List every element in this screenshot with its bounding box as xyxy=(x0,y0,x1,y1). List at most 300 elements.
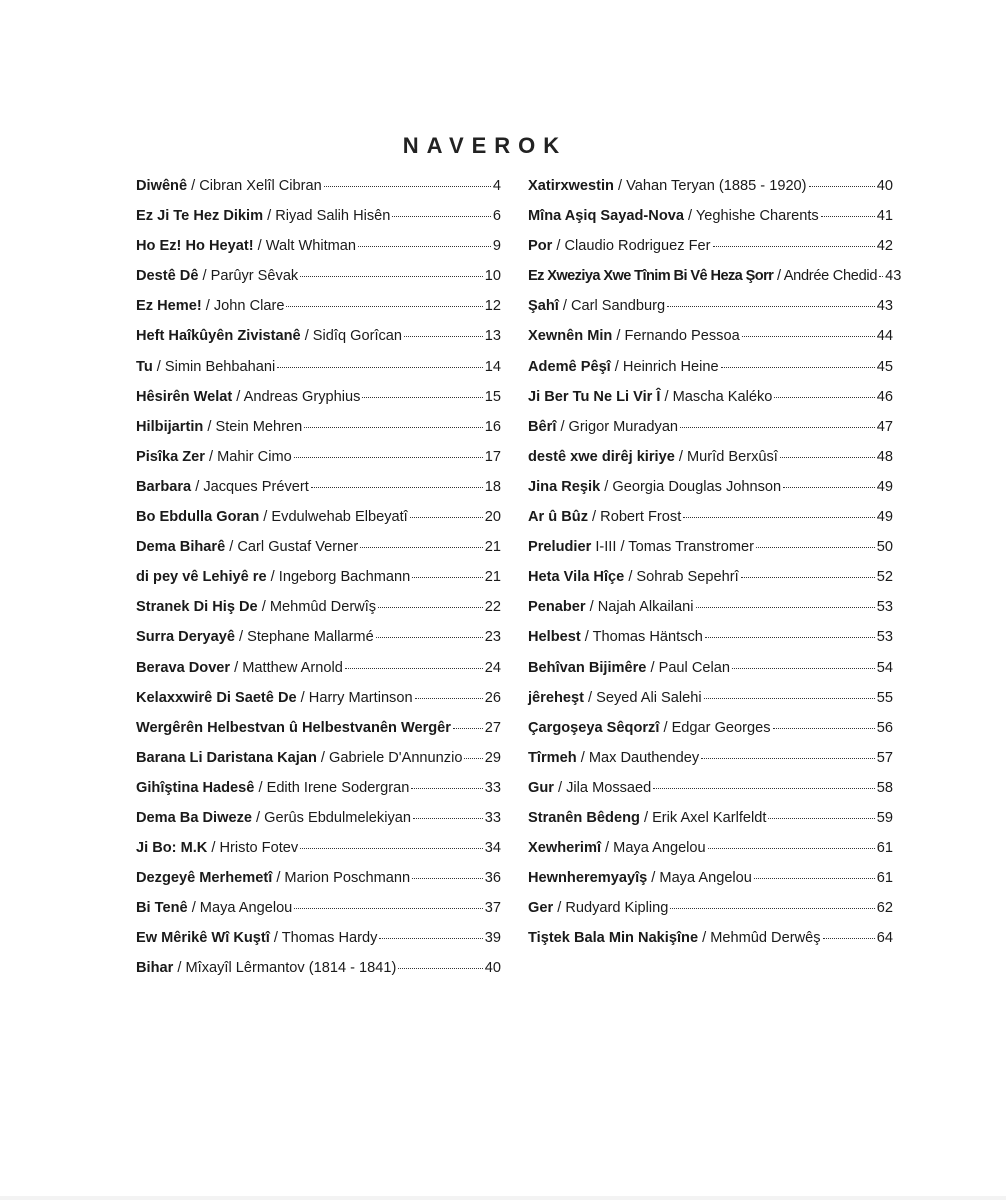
toc-entry-page-number: 18 xyxy=(484,478,501,495)
toc-entry-text xyxy=(528,449,778,465)
toc-entry-title: Ji Ber Tu Ne Li Vir Î xyxy=(528,388,661,405)
dot-leader xyxy=(756,547,875,548)
dot-leader xyxy=(754,878,875,879)
toc-entry xyxy=(528,208,893,238)
dot-leader xyxy=(774,397,874,398)
toc-entry-title: Ez Ji Te Hez Dikim xyxy=(136,208,264,225)
toc-entry-title: di pey vê Lehiyê re xyxy=(136,569,267,586)
toc-entry-text xyxy=(136,870,410,886)
toc-entry-title: Xewnên Min xyxy=(528,328,613,345)
toc-entry-page-number: 47 xyxy=(876,418,893,435)
dot-leader xyxy=(453,728,483,729)
dot-leader xyxy=(411,788,482,789)
toc-entry-page-number: 36 xyxy=(484,870,501,887)
toc-entry-title: Hilbijartin xyxy=(136,418,204,435)
toc-entry-title: Diwênê xyxy=(136,178,188,194)
toc-entry-author: / Carl Sandburg xyxy=(558,298,666,315)
toc-entry-page-number: 56 xyxy=(876,719,893,736)
toc-entry-page-number: 6 xyxy=(492,208,501,225)
toc-entry-page-number: 12 xyxy=(484,298,501,315)
dot-leader xyxy=(277,367,483,368)
toc-entry-text xyxy=(136,479,309,495)
toc-entry-author: / Heinrich Heine xyxy=(610,358,719,375)
toc-entry-text xyxy=(136,359,275,375)
toc-entry-author: / Claudio Rodriguez Fer xyxy=(552,238,711,255)
toc-entry xyxy=(136,389,501,419)
toc-entry xyxy=(136,268,501,298)
dot-leader xyxy=(413,818,483,819)
toc-entry-author: / Gerûs Ebdulmelekiyan xyxy=(252,809,411,826)
toc-entry-page-number: 48 xyxy=(876,448,893,465)
toc-entry-page-number: 22 xyxy=(484,599,501,616)
toc-entry xyxy=(136,930,501,960)
toc-entry-text xyxy=(528,690,702,706)
toc-entry-page-number: 27 xyxy=(484,719,501,736)
dot-leader xyxy=(705,637,875,638)
toc-entry-title: Bi Tenê xyxy=(136,900,188,917)
dot-leader xyxy=(670,908,874,909)
toc-entry-page-number: 57 xyxy=(876,749,893,766)
toc-entry xyxy=(136,599,501,629)
toc-entry-title: Xatirxwestin xyxy=(528,178,614,194)
toc-entry-page-number: 37 xyxy=(484,900,501,917)
toc-entry-page-number: 40 xyxy=(484,960,501,977)
toc-entry-title: Ew Mêrikê Wî Kuştî xyxy=(136,930,270,947)
toc-entry-title: Berava Dover xyxy=(136,659,231,676)
toc-entry-page-number: 33 xyxy=(484,809,501,826)
dot-leader xyxy=(464,758,482,759)
toc-entry-author: / Robert Frost xyxy=(588,509,682,526)
dot-leader xyxy=(809,186,875,187)
toc-entry-page-number: 45 xyxy=(876,358,893,375)
dot-leader xyxy=(345,668,483,669)
dot-leader xyxy=(667,306,875,307)
toc-entry-author: / Stein Mehren xyxy=(203,418,303,435)
toc-entry-text xyxy=(528,720,771,736)
toc-entry xyxy=(528,599,893,629)
toc-entry xyxy=(136,780,501,810)
toc-entry-title: Hewnheremyayîş xyxy=(528,870,648,887)
toc-entry-title: Dezgeyê Merhemetî xyxy=(136,870,273,887)
toc-entry-author: / Carl Gustaf Verner xyxy=(225,539,359,556)
toc-entry-title: Bêrî xyxy=(528,418,557,435)
toc-entry-page-number: 54 xyxy=(876,659,893,676)
dot-leader xyxy=(358,246,491,247)
toc-entry xyxy=(528,629,893,659)
toc-entry-text xyxy=(528,208,819,224)
page-title: NAVEROK xyxy=(402,133,568,158)
toc-entry-text xyxy=(136,750,462,766)
toc-entry-author: / Mascha Kaléko xyxy=(660,388,773,405)
toc-entry-text xyxy=(528,660,730,676)
toc-entry-title: Ar û Bûz xyxy=(528,509,588,526)
dot-leader xyxy=(721,367,875,368)
dot-leader xyxy=(708,848,875,849)
toc-entry-title: Tu xyxy=(136,358,153,375)
toc-entry-title: Barbara xyxy=(136,478,192,495)
toc-entry-author: / Sohrab Sepehrî xyxy=(624,569,739,586)
dot-leader xyxy=(713,246,875,247)
toc-entry-title: Mîna Aşiq Sayad-Nova xyxy=(528,208,684,225)
toc-entry xyxy=(528,419,893,449)
toc-entry-author: / Andreas Gryphius xyxy=(232,388,361,405)
dot-leader xyxy=(286,306,482,307)
toc-entry-title: Ger xyxy=(528,900,554,917)
toc-entry xyxy=(136,419,501,449)
toc-entry-text xyxy=(528,178,807,194)
toc-entry-title: Xewherimî xyxy=(528,840,601,857)
toc-entry-text xyxy=(528,359,719,375)
toc-entry xyxy=(136,569,501,599)
toc-entry-page-number: 33 xyxy=(484,779,501,796)
dot-leader xyxy=(821,216,875,217)
dot-leader xyxy=(376,637,483,638)
toc-entry xyxy=(528,268,902,298)
toc-entry-page-number: 20 xyxy=(484,509,501,526)
toc-entry-text xyxy=(136,178,322,194)
toc-entry-title: Ademê Pêşî xyxy=(528,358,611,375)
toc-entry-title: Gur xyxy=(528,779,554,796)
dot-leader xyxy=(704,698,875,699)
toc-entry-text xyxy=(136,930,377,946)
dot-leader xyxy=(683,517,875,518)
toc-entry-text xyxy=(528,930,821,946)
toc-entry-text xyxy=(136,328,402,344)
toc-entry-text xyxy=(136,268,298,284)
dot-leader xyxy=(294,457,483,458)
toc-entry xyxy=(136,539,501,569)
toc-entry-page-number: 61 xyxy=(876,840,893,857)
toc-entry-text xyxy=(528,389,772,405)
dot-leader xyxy=(783,487,875,488)
toc-entry-author: / Maya Angelou xyxy=(187,900,293,917)
toc-entry-title: Barana Li Daristana Kajan xyxy=(136,749,317,766)
toc-entry-author: / Grigor Muradyan xyxy=(556,418,679,435)
toc-entry-text xyxy=(136,810,411,826)
toc-entry-title: Ez Xweziya Xwe Tînim Bi Vê Heza Şorr xyxy=(528,268,774,285)
toc-entry-title: jêreheşt xyxy=(528,689,584,706)
dot-leader xyxy=(379,938,482,939)
toc-entry xyxy=(528,930,893,960)
toc-entry xyxy=(136,479,501,509)
toc-entry-text xyxy=(528,298,665,314)
toc-entry-text xyxy=(136,419,302,435)
toc-entry-page-number: 41 xyxy=(876,208,893,225)
toc-entry-page-number: 42 xyxy=(876,238,893,255)
toc-entry-title: Penaber xyxy=(528,599,586,616)
dot-leader xyxy=(741,577,875,578)
toc-entry-author: / Thomas Häntsch xyxy=(580,629,703,646)
toc-entry-title: Jina Reşik xyxy=(528,478,601,495)
toc-entry xyxy=(528,870,893,900)
toc-entry-text xyxy=(528,238,711,254)
dot-leader xyxy=(392,216,490,217)
toc-entry-author: / Fernando Pessoa xyxy=(612,328,740,345)
toc-entry-page-number: 14 xyxy=(484,358,501,375)
toc-entry-title: Bihar xyxy=(136,960,174,977)
toc-entry xyxy=(136,720,501,750)
toc-entry-text xyxy=(136,840,298,856)
toc-entry xyxy=(528,780,893,810)
toc-entry-text xyxy=(136,690,413,706)
toc-entry-page-number: 50 xyxy=(876,539,893,556)
toc-entry-author: / Ingeborg Bachmann xyxy=(266,569,411,586)
toc-entry xyxy=(136,660,501,690)
toc-entry-title: Şahî xyxy=(528,298,559,315)
toc-entry-page-number: 44 xyxy=(876,328,893,345)
toc-entry-author: / Cibran Xelîl Cibran xyxy=(187,178,322,194)
toc-entry-author: / Walt Whitman xyxy=(253,238,357,255)
toc-entry-text xyxy=(136,629,374,645)
toc-entry-text xyxy=(136,599,376,615)
dot-leader xyxy=(653,788,874,789)
toc-entry-page-number: 53 xyxy=(876,629,893,646)
toc-entry-author: / Yeghishe Charents xyxy=(683,208,819,225)
toc-entry-page-number: 13 xyxy=(484,328,501,345)
toc-entry xyxy=(528,389,893,419)
toc-entry-text xyxy=(528,750,699,766)
toc-entry-text xyxy=(528,569,739,585)
toc-entry-author: / Najah Alkailani xyxy=(585,599,694,616)
toc-entry xyxy=(528,840,893,870)
toc-entry-author: / Paul Celan xyxy=(646,659,730,676)
toc-entry-author: / Stephane Mallarmé xyxy=(234,629,374,646)
toc-entry-title: Tîrmeh xyxy=(528,749,577,766)
toc-entry-title: Pisîka Zer xyxy=(136,448,205,465)
dot-leader xyxy=(780,457,875,458)
toc-entry xyxy=(528,900,893,930)
toc-entry xyxy=(528,328,893,358)
toc-entry-title: Destê Dê xyxy=(136,268,199,285)
dot-leader xyxy=(294,908,482,909)
toc-entry-author: / Matthew Arnold xyxy=(230,659,343,676)
toc-entry-author: / Seyed Ali Salehi xyxy=(583,689,702,706)
dot-leader xyxy=(701,758,875,759)
toc-entry-text xyxy=(528,599,694,615)
toc-entry-author: / Evdulwehab Elbeyatî xyxy=(259,509,408,526)
toc-entry-text xyxy=(136,389,360,405)
toc-entry-page-number: 15 xyxy=(484,388,501,405)
toc-entry xyxy=(136,870,501,900)
toc-entry-text xyxy=(528,900,668,916)
dot-leader xyxy=(768,818,874,819)
toc-entry-text xyxy=(528,539,754,555)
toc-entry xyxy=(528,810,893,840)
toc-entry-page-number: 59 xyxy=(876,809,893,826)
toc-entry xyxy=(136,298,501,328)
toc-entry-author: / Erik Axel Karlfeldt xyxy=(639,809,767,826)
toc-entry-text xyxy=(528,810,766,826)
toc-entry-text xyxy=(528,870,752,886)
toc-entry xyxy=(136,178,501,208)
toc-entry-text xyxy=(528,268,877,284)
dot-leader xyxy=(324,186,491,187)
toc-entry-title: Heta Vila Hîçe xyxy=(528,569,625,586)
toc-entry-author: / Mehmûd Derwîş xyxy=(257,599,377,616)
toc-entry xyxy=(528,509,893,539)
toc-entry-author: / Simin Behbahani xyxy=(152,358,276,375)
toc-entry-author: / Max Dauthendey xyxy=(576,749,700,766)
toc-entry-text xyxy=(136,960,396,976)
toc-entry xyxy=(136,960,501,990)
dot-leader xyxy=(360,547,483,548)
toc-entry-page-number: 39 xyxy=(484,930,501,947)
toc-entry-author: / John Clare xyxy=(201,298,285,315)
toc-column-left xyxy=(136,178,501,991)
toc-entry xyxy=(136,238,501,268)
toc-entry-page-number: 52 xyxy=(876,569,893,586)
toc-column-right xyxy=(528,178,902,960)
toc-entry xyxy=(528,178,893,208)
toc-entry-title: Stranek Di Hiş De xyxy=(136,599,258,616)
toc-entry-title: Gihîştina Hadesê xyxy=(136,779,255,796)
toc-entry-author: / Mehmûd Derwêş xyxy=(698,930,821,947)
toc-entry xyxy=(136,509,501,539)
toc-entry-title: Wergêrên Helbestvan û Helbestvanên Wergêr xyxy=(136,719,451,736)
toc-entry-author: / Parûyr Sêvak xyxy=(198,268,299,285)
toc-entry-title: destê xwe dirêj kiriye xyxy=(528,448,675,465)
dot-leader xyxy=(304,427,483,428)
toc-entry xyxy=(136,328,501,358)
dot-leader xyxy=(412,878,483,879)
toc-entry-text xyxy=(136,539,358,555)
toc-entry-title: Por xyxy=(528,238,553,255)
toc-entry-author: / Sidîq Gorîcan xyxy=(300,328,403,345)
toc-entry-page-number: 29 xyxy=(484,749,501,766)
toc-entry-text xyxy=(528,780,651,796)
toc-entry xyxy=(528,750,893,780)
dot-leader xyxy=(404,336,483,337)
toc-entry xyxy=(136,750,501,780)
toc-entry-author: / Edith Irene Sodergran xyxy=(254,779,410,796)
toc-entry-text xyxy=(528,479,781,495)
toc-entry-page-number: 62 xyxy=(876,900,893,917)
toc-entry-author: / Jacques Prévert xyxy=(191,478,309,495)
toc-entry xyxy=(528,238,893,268)
toc-entry-title: Tiştek Bala Min Nakişîne xyxy=(528,930,699,947)
dot-leader xyxy=(823,938,875,939)
dot-leader xyxy=(415,698,483,699)
toc-entry-page-number: 24 xyxy=(484,659,501,676)
toc-entry-author: / Murîd Berxûsî xyxy=(674,448,778,465)
toc-entry-title: Dema Ba Diweze xyxy=(136,809,252,826)
toc-entry-page-number: 64 xyxy=(876,930,893,947)
toc-entry-author: / Andrée Chedid xyxy=(773,268,878,285)
toc-entry xyxy=(528,690,893,720)
toc-entry-title: Heft Haîkûyên Zivistanê xyxy=(136,328,301,345)
toc-entry-title: Stranên Bêdeng xyxy=(528,809,640,826)
toc-entry-page-number: 21 xyxy=(484,539,501,556)
toc-entry xyxy=(136,208,501,238)
toc-entry-title: Hêsirên Welat xyxy=(136,388,233,405)
toc-entry-page-number: 43 xyxy=(885,268,902,285)
toc-entry-author: / Vahan Teryan (1885 - 1920) xyxy=(613,178,807,194)
toc-entry-text xyxy=(136,720,451,736)
toc-entry-text xyxy=(136,569,410,585)
dot-leader xyxy=(696,607,875,608)
toc-entry-title: Dema Biharê xyxy=(136,539,226,556)
toc-entry xyxy=(136,449,501,479)
toc-entry-text xyxy=(136,208,390,224)
toc-entry xyxy=(136,900,501,930)
dot-leader xyxy=(410,517,483,518)
toc-entry-author: I-III / Tomas Transtromer xyxy=(591,539,754,556)
toc-entry-text xyxy=(136,900,292,916)
toc-entry xyxy=(528,660,893,690)
toc-entry-text xyxy=(136,780,409,796)
toc-entry xyxy=(136,690,501,720)
toc-entry xyxy=(528,720,893,750)
toc-entry-author: / Mahir Cimo xyxy=(204,448,292,465)
toc-entry-title: Ji Bo: M.K xyxy=(136,840,208,857)
toc-entry-author: / Marion Poschmann xyxy=(272,870,411,887)
dot-leader xyxy=(300,848,483,849)
toc-entry-page-number: 58 xyxy=(876,779,893,796)
toc-entry-page-number: 40 xyxy=(876,178,893,194)
toc-entry-author: / Maya Angelou xyxy=(601,840,706,857)
toc-entry-title: Preludier xyxy=(528,539,592,556)
toc-entry-page-number: 10 xyxy=(484,268,501,285)
toc-entry-title: Ho Ez! Ho Heyat! xyxy=(136,238,254,255)
toc-entry-page-number: 17 xyxy=(484,448,501,465)
toc-entry-text xyxy=(528,629,703,645)
toc-entry-title: Surra Deryayê xyxy=(136,629,235,646)
dot-leader xyxy=(362,397,482,398)
toc-entry-page-number: 9 xyxy=(492,238,501,255)
toc-entry xyxy=(136,840,501,870)
toc-entry-author: / Rudyard Kipling xyxy=(553,900,669,917)
toc-entry-page-number: 43 xyxy=(876,298,893,315)
toc-entry-page-number: 26 xyxy=(484,689,501,706)
toc-entry-page-number: 46 xyxy=(876,388,893,405)
toc-entry-author: / Riyad Salih Hisên xyxy=(263,208,391,225)
dot-leader xyxy=(879,276,883,277)
toc-entry-author: / Maya Angelou xyxy=(647,870,752,887)
toc-entry xyxy=(528,298,893,328)
toc-entry-page-number: 49 xyxy=(876,478,893,495)
toc-entry xyxy=(136,810,501,840)
toc-entry-author: / Jila Mossaed xyxy=(553,779,652,796)
toc-entry-title: Behîvan Bijimêre xyxy=(528,659,647,676)
toc-entry-text xyxy=(528,509,681,525)
toc-entry-author: / Thomas Hardy xyxy=(269,930,378,947)
toc-entry-title: Helbest xyxy=(528,629,581,646)
dot-leader xyxy=(378,607,483,608)
dot-leader xyxy=(311,487,483,488)
toc-entry-page-number: 49 xyxy=(876,509,893,526)
toc-entry-text xyxy=(528,328,740,344)
toc-entry-text xyxy=(528,419,678,435)
toc-entry-text xyxy=(136,449,292,465)
toc-entry-page-number: 21 xyxy=(484,569,501,586)
dot-leader xyxy=(412,577,483,578)
toc-entry-title: Kelaxxwirê Di Saetê De xyxy=(136,689,297,706)
toc-entry-page-number: 16 xyxy=(484,418,501,435)
toc-entry-page-number: 4 xyxy=(492,178,501,194)
toc-entry xyxy=(528,569,893,599)
toc-entry-page-number: 23 xyxy=(484,629,501,646)
toc-entry-author: / Georgia Douglas Johnson xyxy=(600,478,782,495)
toc-entry-title: Ez Heme! xyxy=(136,298,202,315)
toc-entry xyxy=(528,359,893,389)
toc-entry xyxy=(528,539,893,569)
toc-entry-text xyxy=(136,509,408,525)
toc-entry-text xyxy=(136,238,356,254)
toc-entry-text xyxy=(136,660,343,676)
toc-entry-author: / Hristo Fotev xyxy=(207,840,299,857)
toc-entry-author: / Edgar Georges xyxy=(659,719,771,736)
toc-entry-page-number: 55 xyxy=(876,689,893,706)
